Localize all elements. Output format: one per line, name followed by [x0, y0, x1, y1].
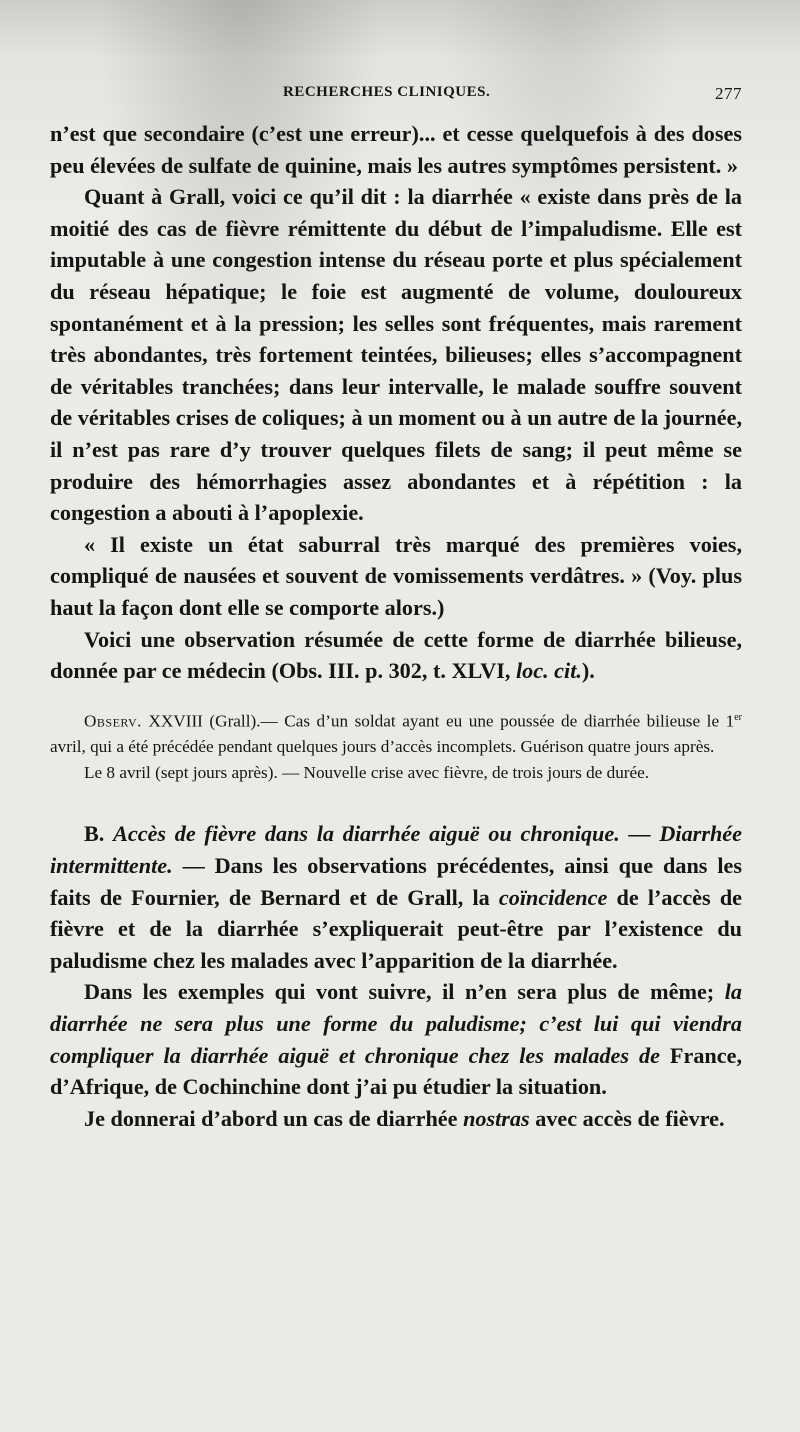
section-b-heading-paragraph: [50, 818, 742, 976]
loc-cit: loc. cit.: [515, 658, 582, 684]
section-b-text-a: — Dans les observations précédentes, ainsi que dans les faits de Fournier, de Bernard et de Grall, la: [50, 853, 742, 910]
section-b-text-b: de l’accès de fièvre et de la diarrhée s’expliquerait peut-être par l’existence du paludisme chez les malades avec l’apparition de la diarrhée.: [50, 884, 743, 973]
running-header: [50, 80, 742, 110]
nostras-word: nostras: [463, 1105, 530, 1131]
section-b-paragraph-2: [50, 976, 742, 1102]
observation-intro-text: Voici une observation résumée de cette forme de diarrhée bilieuse, donnée par ce médecin (Obs. III. p. 302, t. XLVI,: [50, 626, 742, 684]
section-b-p2-b: France, d’Afrique, de Cochinchine dont j’ai pu étudier la situation.: [50, 1042, 743, 1100]
observation-followup: Le 8 avril (sept jours après). — Nouvelle crise avec fièvre, de trois jours de durée.: [84, 763, 650, 783]
section-b-title: Accès de fièvre dans la diarrhée aiguë ou chronique. — Diarrhée intermittente.: [50, 821, 742, 879]
paragraph-observation-intro: [50, 624, 742, 687]
page: [50, 80, 742, 1134]
paragraph-continuation: n’est que secondaire (c’est une erreur)... et cesse quelquefois à des doses peu élevées de sulfate de quinine, mais les autres symptômes persistent. »: [50, 121, 742, 178]
section-b-p3-a: Je donnerai d’abord un cas de diarrhée: [84, 1105, 464, 1131]
observation-intro-end: ).: [581, 658, 595, 684]
observation-block: [50, 705, 742, 787]
section-b: [50, 818, 742, 1134]
section-b-p2-a: Dans les exemples qui vont suivre, il n’en sera plus de même;: [84, 979, 725, 1005]
paragraph-grall-quote: Quant à Grall, voici ce qu’il dit : la diarrhée « existe dans près de la moitié des cas de fièvre rémittente du début de l’impaludisme. Elle est imputable à une congestion intense du réseau porte et plus spécialement du réseau hépatique; le foie est augmenté de volume, douloureux spontanément et à la pression; les selles sont fréquentes, mais rarement très abondantes, très fortement teintées, bilieuses; elles s’accompagnent de véritables tranchées; dans leur intervalle, le malade souffre souvent de véritables crises de coliques; à un moment ou à un autre de la journée, il n’est pas rare d’y trouver quelques filets de sang; il peut même se produire des hémorrhagies assez abondantes et à répétition : la congestion a abouti à l’apoplexie.: [50, 184, 742, 526]
observation-superscript: er: [734, 711, 742, 723]
observation-title: [50, 705, 742, 761]
observation-title-rest: avril, qui a été précédée pendant quelques jours d’accès incomplets. Guérison quatre jours après.: [50, 737, 715, 757]
page-number: 277: [715, 84, 742, 103]
running-title: RECHERCHES CLINIQUES.: [283, 84, 491, 100]
section-b-paragraph-3: [50, 1103, 742, 1135]
observation-title-text: XXVIII (Grall).— Cas d’un soldat ayant eu une poussée de diarrhée bilieuse le 1: [148, 711, 735, 731]
section-b-p2-italic: la diarrhée ne sera plus une forme du paludisme; c’est lui qui viendra compliquer la diarrhée aiguë et chronique chez les malades de: [50, 979, 742, 1068]
paragraph-saburral: « Il existe un état saburral très marqué des premières voies, compliqué de nausées et souvent de vomissements verdâtres. » (Voy. plus haut la façon dont elle se comporte alors.): [50, 531, 742, 620]
observation-label: Observ.: [84, 711, 142, 731]
section-b-p3-b: avec accès de fièvre.: [529, 1105, 725, 1131]
main-text: [50, 118, 742, 687]
section-b-letter: B.: [84, 821, 105, 847]
coincidence-word: coïncidence: [498, 884, 608, 910]
